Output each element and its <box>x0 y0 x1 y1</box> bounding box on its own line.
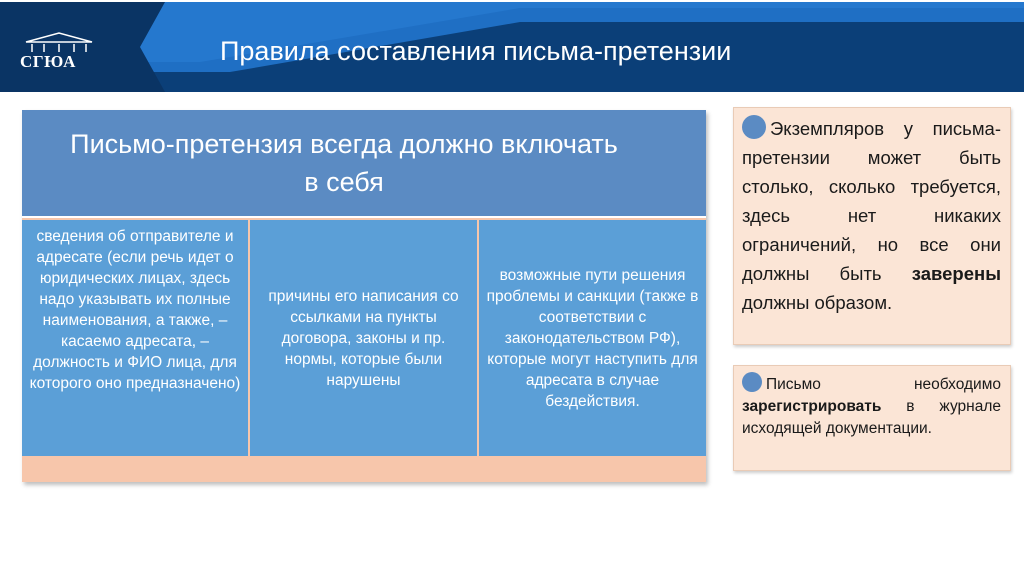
note-bold-text: зарегистрировать <box>742 398 882 415</box>
page-title: Правила составления письма-претензии <box>220 36 732 66</box>
note-text-part: Письмо необходимо <box>766 376 1001 393</box>
column-reasons <box>250 220 477 456</box>
header-bar <box>0 2 1024 92</box>
note-text <box>742 372 1001 440</box>
bullet-circle-icon <box>742 115 766 139</box>
column-text: возможные пути решения проблемы и санкции (также в соответствии с законодательством РФ), которые могут наступить для адресата в случае бездействия. <box>486 266 699 410</box>
note-text <box>742 114 1001 317</box>
note-text-part: Экземпляров у письма-претензии может быть столько, сколько требуется, здесь нет никаких ограничений, но все они должны быть <box>742 118 1001 284</box>
column-sender-recipient <box>22 220 248 456</box>
bullet-circle-icon <box>742 372 762 392</box>
building-icon <box>14 32 104 54</box>
note-text-part: должны образом. <box>742 292 893 313</box>
note-copies <box>733 107 1011 345</box>
column-text: сведения об отправителе и адресате (если речь идет о юридических лицах, здесь надо указывать их полные наименования, а также, – касаемо адресата, – должность и ФИО лица, для которого оно предназначено) <box>29 228 241 392</box>
note-text-part: в журнале исходящей документации. <box>742 398 1001 437</box>
logo-text: СГЮА <box>20 52 76 71</box>
main-card <box>22 110 706 482</box>
main-heading-box <box>22 110 706 218</box>
column-text: причины его написания со ссылками на пункты договора, законы и пр. нормы, которые были нарушены <box>268 287 459 389</box>
main-heading: Письмо-претензия всегда должно включать в себя <box>70 129 618 197</box>
note-registration <box>733 365 1011 471</box>
logo <box>14 32 104 78</box>
note-bold-text: заверены <box>911 263 1001 284</box>
column-solutions <box>479 220 706 456</box>
